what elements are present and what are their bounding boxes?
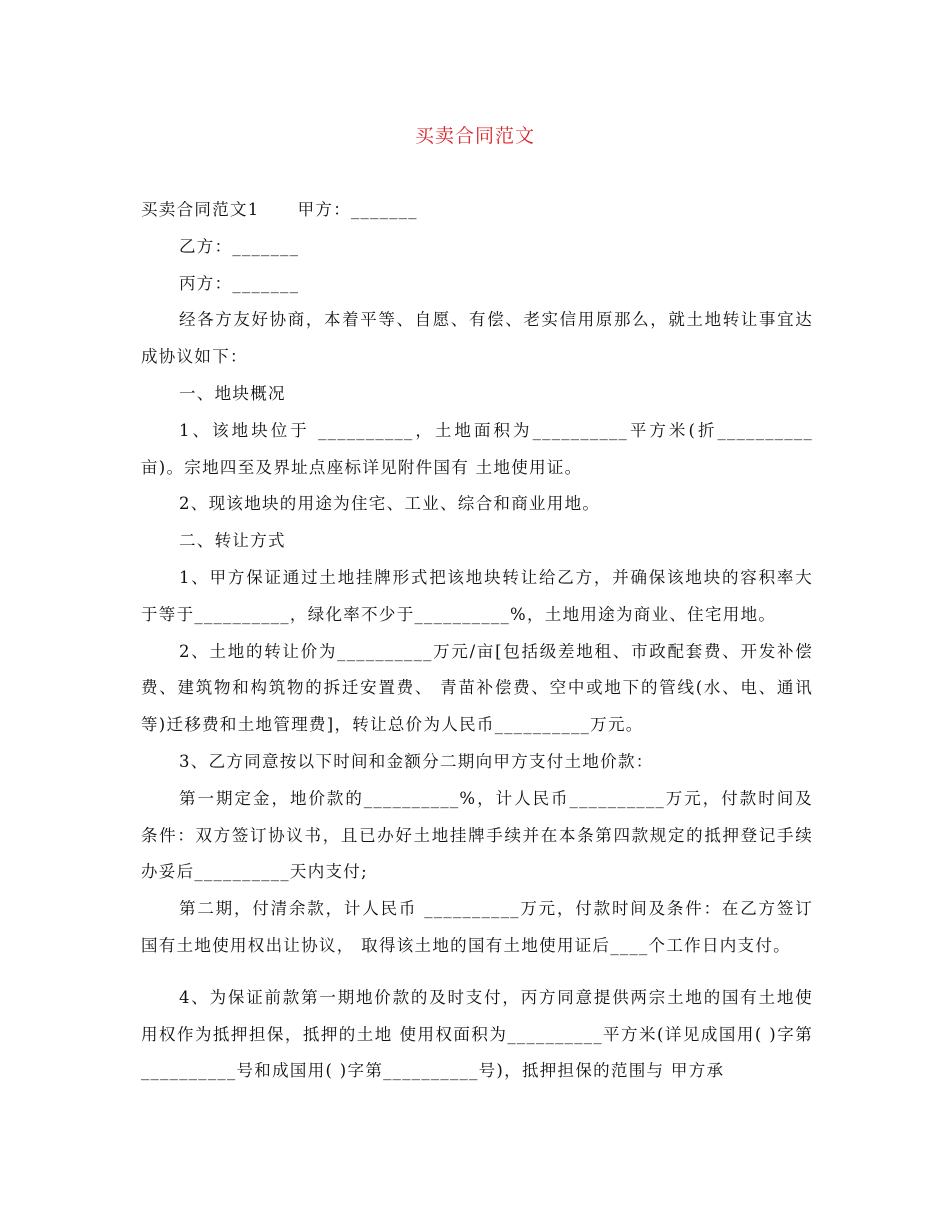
paragraph: 3、乙方同意按以下时间和金额分二期向甲方支付土地价款：	[179, 751, 654, 771]
paragraph: 第二期，付清余款，计人民币 __________万元，付款时间及条件：在乙方签订国有土地使用权出让协议， 取得该土地的国有土地使用证后____个工作日内支付。	[141, 899, 813, 955]
party-c-line: 丙方：_______	[179, 273, 300, 293]
paragraph: 经各方友好协商，本着平等、自愿、有偿、老实信用原那么，就土地转让事宜达成协议如下：	[141, 310, 813, 367]
paragraph: 4、为保证前款第一期地价款的及时支付，丙方同意提供两宗土地的国有土地使用权作为抵押担保，抵押的土地 使用权面积为__________平方米(详见成国用( )字第__________号和成国用( )字第__________号)，抵押担保的范围与 甲方承	[141, 987, 813, 1081]
document-body	[141, 192, 813, 1090]
section-heading: 二、转让方式	[179, 531, 286, 551]
party-a-line: 甲方：_______	[297, 200, 418, 219]
section-heading: 一、地块概况	[179, 383, 286, 403]
document-title: 买卖合同范文	[414, 125, 535, 147]
paragraph: 2、现该地块的用途为住宅、工业、综合和商业用地。	[179, 494, 601, 514]
heading-label: 买卖合同范文1	[141, 200, 260, 219]
paragraph: 1、该地块位于 __________，土地面积为__________平方米(折__________亩)。宗地四至及界址点座标详见附件国有 土地使用证。	[141, 420, 813, 477]
heading-line	[141, 192, 813, 229]
paragraph: 1、甲方保证通过土地挂牌形式把该地块转让给乙方，并确保该地块的容积率大于等于__________，绿化率不少于__________%，土地用途为商业、住宅用地。	[141, 567, 813, 624]
paragraph: 2、土地的转让价为__________万元/亩[包括级差地租、市政配套费、开发补偿费、建筑物和构筑物的拆迁安置费、 青苗补偿费、空中或地下的管线(水、电、通讯等)迁移费和土地管理费]，转让总价为人民币__________万元。	[141, 641, 813, 735]
paragraph: 第一期定金，地价款的__________%，计人民币__________万元，付款时间及条件：双方签订协议书，且已办好土地挂牌手续并在本条第四款规定的抵押登记手续办妥后__________天内支付;	[141, 788, 813, 882]
party-b-line: 乙方：_______	[179, 236, 300, 256]
